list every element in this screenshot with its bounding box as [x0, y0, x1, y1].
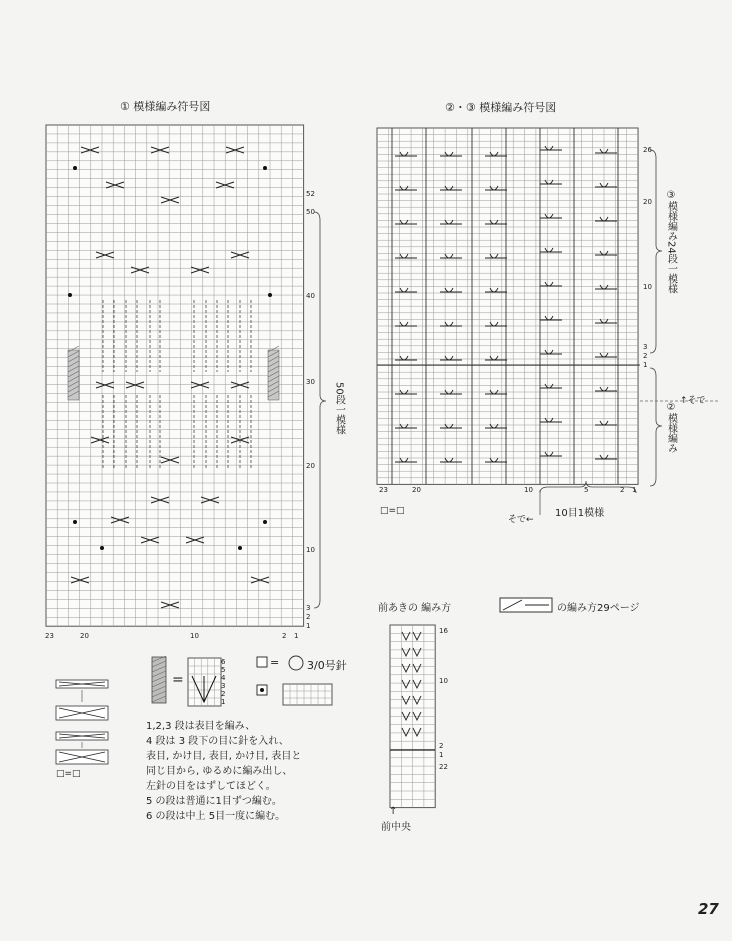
legend-gauge-5: 5: [221, 666, 226, 674]
instructions: [146, 719, 301, 824]
front-row-label-22: 22: [439, 763, 448, 771]
ref-text: の編み方29ページ: [557, 603, 640, 614]
bobble-dot: [268, 293, 272, 297]
front-row-label-10: 10: [439, 677, 448, 685]
bobble-dot: [263, 520, 267, 524]
legend-gauge-3: 3: [221, 682, 226, 690]
legend-equal-sign: =: [172, 672, 184, 688]
front-chart-arrow: ↑: [389, 806, 398, 817]
chart1-row-label-30: 30: [306, 378, 315, 386]
chart23-legend-small: □=□: [380, 506, 405, 516]
instruction-line: 同じ目から, ゆるめに編み出し、: [146, 766, 293, 777]
front-row-label-1: 1: [439, 751, 444, 759]
instruction-line: 表目, かけ目, 表目, かけ目, 表目と: [146, 751, 302, 762]
chart23-row-label-20: 20: [643, 198, 652, 206]
chart1-col-label-1: 1: [294, 632, 299, 640]
legend-gauge-1: 1: [221, 698, 226, 706]
chart1-col-label-2: 2: [282, 632, 287, 640]
instruction-line: 5 の段は普通に1目ずつ編む。: [146, 796, 282, 807]
legend-gauge-6: 6: [221, 658, 226, 666]
bobble-dot: [238, 546, 242, 550]
chart1-row-label-1: 1: [306, 622, 311, 630]
hatched-column: [268, 350, 279, 400]
chart23-sode-right: ↑そで: [680, 396, 706, 406]
front-chart-title: 前あきの 編み方: [378, 603, 452, 614]
chart1-brace: [314, 212, 326, 608]
chart1-row-label-52: 52: [306, 190, 315, 198]
bobble-dot: [68, 293, 72, 297]
instruction-line: 4 段は 3 段下の目に針を入れ、: [146, 736, 289, 747]
chart1-title: ① 模様編み符号図: [120, 100, 211, 113]
chart1-row-label-3: 3: [306, 604, 311, 612]
bobble-dot: [73, 520, 77, 524]
bobble-dot: [263, 166, 267, 170]
chart23-sode-bottom: そで←: [508, 515, 534, 525]
front-chart-bottom-label: 前中央: [381, 822, 411, 833]
chart23-row-label-26: 26: [643, 146, 652, 154]
chart23-side-label-top: ③模様編み24段一模様: [665, 190, 677, 294]
grid-frame: [283, 684, 332, 705]
chart23-row-label-2: 2: [643, 352, 648, 360]
legend-needle-symbol: [257, 657, 267, 667]
chart23-side-label-bottom: ②模様編み: [665, 402, 677, 453]
bobble-dot: [73, 166, 77, 170]
front-row-label-16: 16: [439, 627, 448, 635]
chart23-col-label-1: 1: [632, 486, 637, 494]
bobble-dot: [100, 546, 104, 550]
legend-needle-circle: [289, 656, 303, 670]
chart1-side-label: 50段一模様: [333, 382, 345, 435]
legend-needle-size: 3/0号針: [307, 659, 347, 672]
legend-dot: [260, 688, 264, 692]
instruction-line: 1,2,3 段は表目を編み、: [146, 721, 256, 732]
legend-small-label: □=□: [56, 769, 81, 779]
chart1-row-label-20: 20: [306, 462, 315, 470]
chart1-col-label-10: 10: [190, 632, 199, 640]
chart23-col-label-2: 2: [620, 486, 625, 494]
chart23-row-label-10: 10: [643, 283, 652, 291]
instruction-line: 左針の目をはずしてほどく。: [146, 781, 276, 792]
chart23-row-label-1: 1: [643, 361, 648, 369]
chart23-title: ②・③ 模様編み符号図: [445, 101, 557, 114]
chart23-repeat-label: 10目1模様: [555, 508, 605, 519]
legend-needle-eq: =: [270, 656, 280, 669]
chart23-col-label-23: 23: [379, 486, 388, 494]
chart1-row-label-2: 2: [306, 613, 311, 621]
front-chart-grid: [390, 598, 552, 808]
hatched-column: [68, 350, 79, 400]
legend-gauge-2: 2: [221, 690, 226, 698]
page-number: 27: [698, 900, 719, 918]
chart23-col-label-10: 10: [524, 486, 533, 494]
chart1-col-label-20: 20: [80, 632, 89, 640]
chart23-brace-top: [650, 150, 662, 353]
chart1-grid: [46, 125, 326, 626]
instruction-line: 6 の段は中上 5目一度に編む。: [146, 811, 286, 822]
chart23-brace-bottom: [650, 368, 662, 486]
legend-gauge-4: 4: [221, 674, 226, 682]
chart23-grid: [377, 128, 720, 515]
chart23-row-label-3: 3: [643, 343, 648, 351]
chart1-row-label-40: 40: [306, 292, 315, 300]
chart23-col-label-5: 5: [584, 486, 589, 494]
chart23-col-label-20: 20: [412, 486, 421, 494]
front-row-label-2: 2: [439, 742, 444, 750]
chart1-row-label-50: 50: [306, 208, 315, 216]
chart1-col-label-23: 23: [45, 632, 54, 640]
chart1-row-label-10: 10: [306, 546, 315, 554]
